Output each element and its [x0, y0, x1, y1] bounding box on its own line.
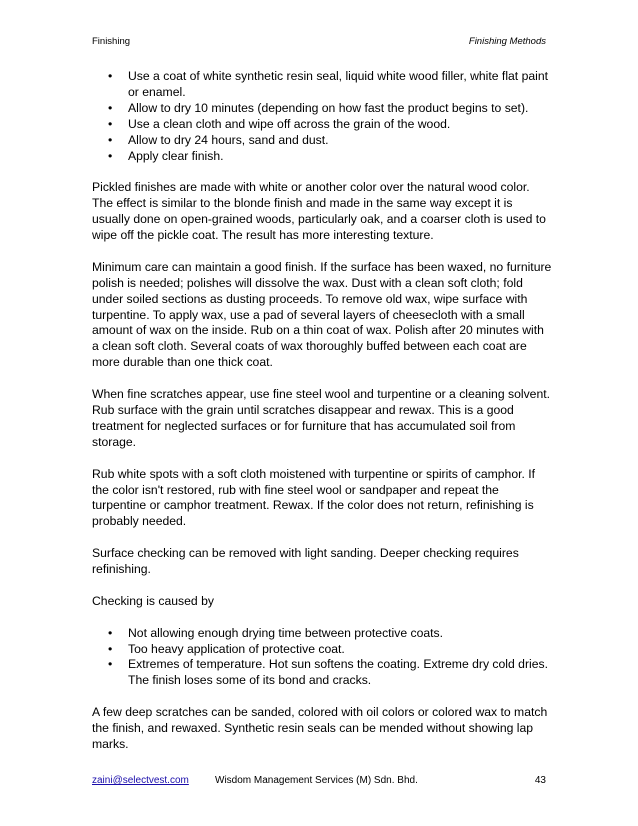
- list-item: • Use a coat of white synthetic resin seal, liquid white wood filler, white flat paint or enamel.: [92, 69, 552, 101]
- list-item: • Apply clear finish.: [92, 149, 552, 165]
- page-number: 43: [534, 775, 546, 786]
- email-link[interactable]: zaini@selectvest.com: [92, 775, 189, 786]
- list-item: • Too heavy application of protective coat.: [92, 642, 552, 658]
- page-body: [92, 69, 552, 753]
- paragraph-deep-scratches: A few deep scratches can be sanded, colored with oil colors or colored wax to match the finish, and rewaxed. Synthetic resin seals can be mended without showing lap marks.: [92, 705, 548, 751]
- list-item: • Extremes of temperature. Hot sun softens the coating. Extreme dry cold dries. The finish loses some of its bond and cracks.: [92, 657, 552, 689]
- steps-list: [92, 69, 552, 164]
- page-header: [92, 36, 546, 50]
- paragraph-white-spots: Rub white spots with a soft cloth moistened with turpentine or spirits of camphor. If the color isn't restored, rub with fine steel wool or sandpaper and repeat the turpentine or camphor treatment. Rewax. If the color does not return, refinishing is probably needed.: [92, 466, 536, 529]
- paragraph-surface-checking: Surface checking can be removed with light sanding. Deeper checking requires refinishing.: [92, 546, 519, 577]
- paragraph-pickled-finishes: Pickled finishes are made with white or another color over the natural wood color. The effect is similar to the blonde finish and made in the same way except it is usually done on open-grained woods, particularly oak, and a coarser cloth is used to wipe off the pickle coat. The result has more interesting texture.: [92, 180, 546, 243]
- list-item: • Use a clean cloth and wipe off across the grain of the wood.: [92, 117, 552, 133]
- paragraph-fine-scratches: When fine scratches appear, use fine steel wool and turpentine or a cleaning solvent. Rub surface with the grain until scratches disappear and rewax. This is a good treatment for neglected surfaces or for furniture that has accumulated soil from storage.: [92, 387, 550, 449]
- list-item: • Not allowing enough drying time between protective coats.: [92, 626, 552, 642]
- paragraph-checking-causes: Checking is caused by: [92, 593, 214, 608]
- header-chapter-title: Finishing Methods: [468, 36, 546, 47]
- list-item: • Allow to dry 10 minutes (depending on how fast the product begins to set).: [92, 101, 552, 117]
- page-footer: [92, 775, 546, 789]
- paragraph-minimum-care: Minimum care can maintain a good finish. If the surface has been waxed, no furniture polish is needed; polishes will dissolve the wax. Dust with a clean soft cloth; fold under soiled sections as dusting proceeds. To remove old wax, wipe surface with turpentine. To apply wax, use a pad of several layers of cheesecloth with a small amount of wax on the inside. Rub on a thin coat of wax. Polish after 20 minutes with a clean soft cloth. Several coats of wax thoroughly buffed between each coat are more durable than one thick coat.: [92, 259, 552, 370]
- header-section-title: Finishing: [92, 36, 131, 47]
- company-name: Wisdom Management Services (M) Sdn. Bhd.: [215, 775, 418, 786]
- list-item: • Allow to dry 24 hours, sand and dust.: [92, 133, 552, 149]
- causes-list: [92, 626, 552, 690]
